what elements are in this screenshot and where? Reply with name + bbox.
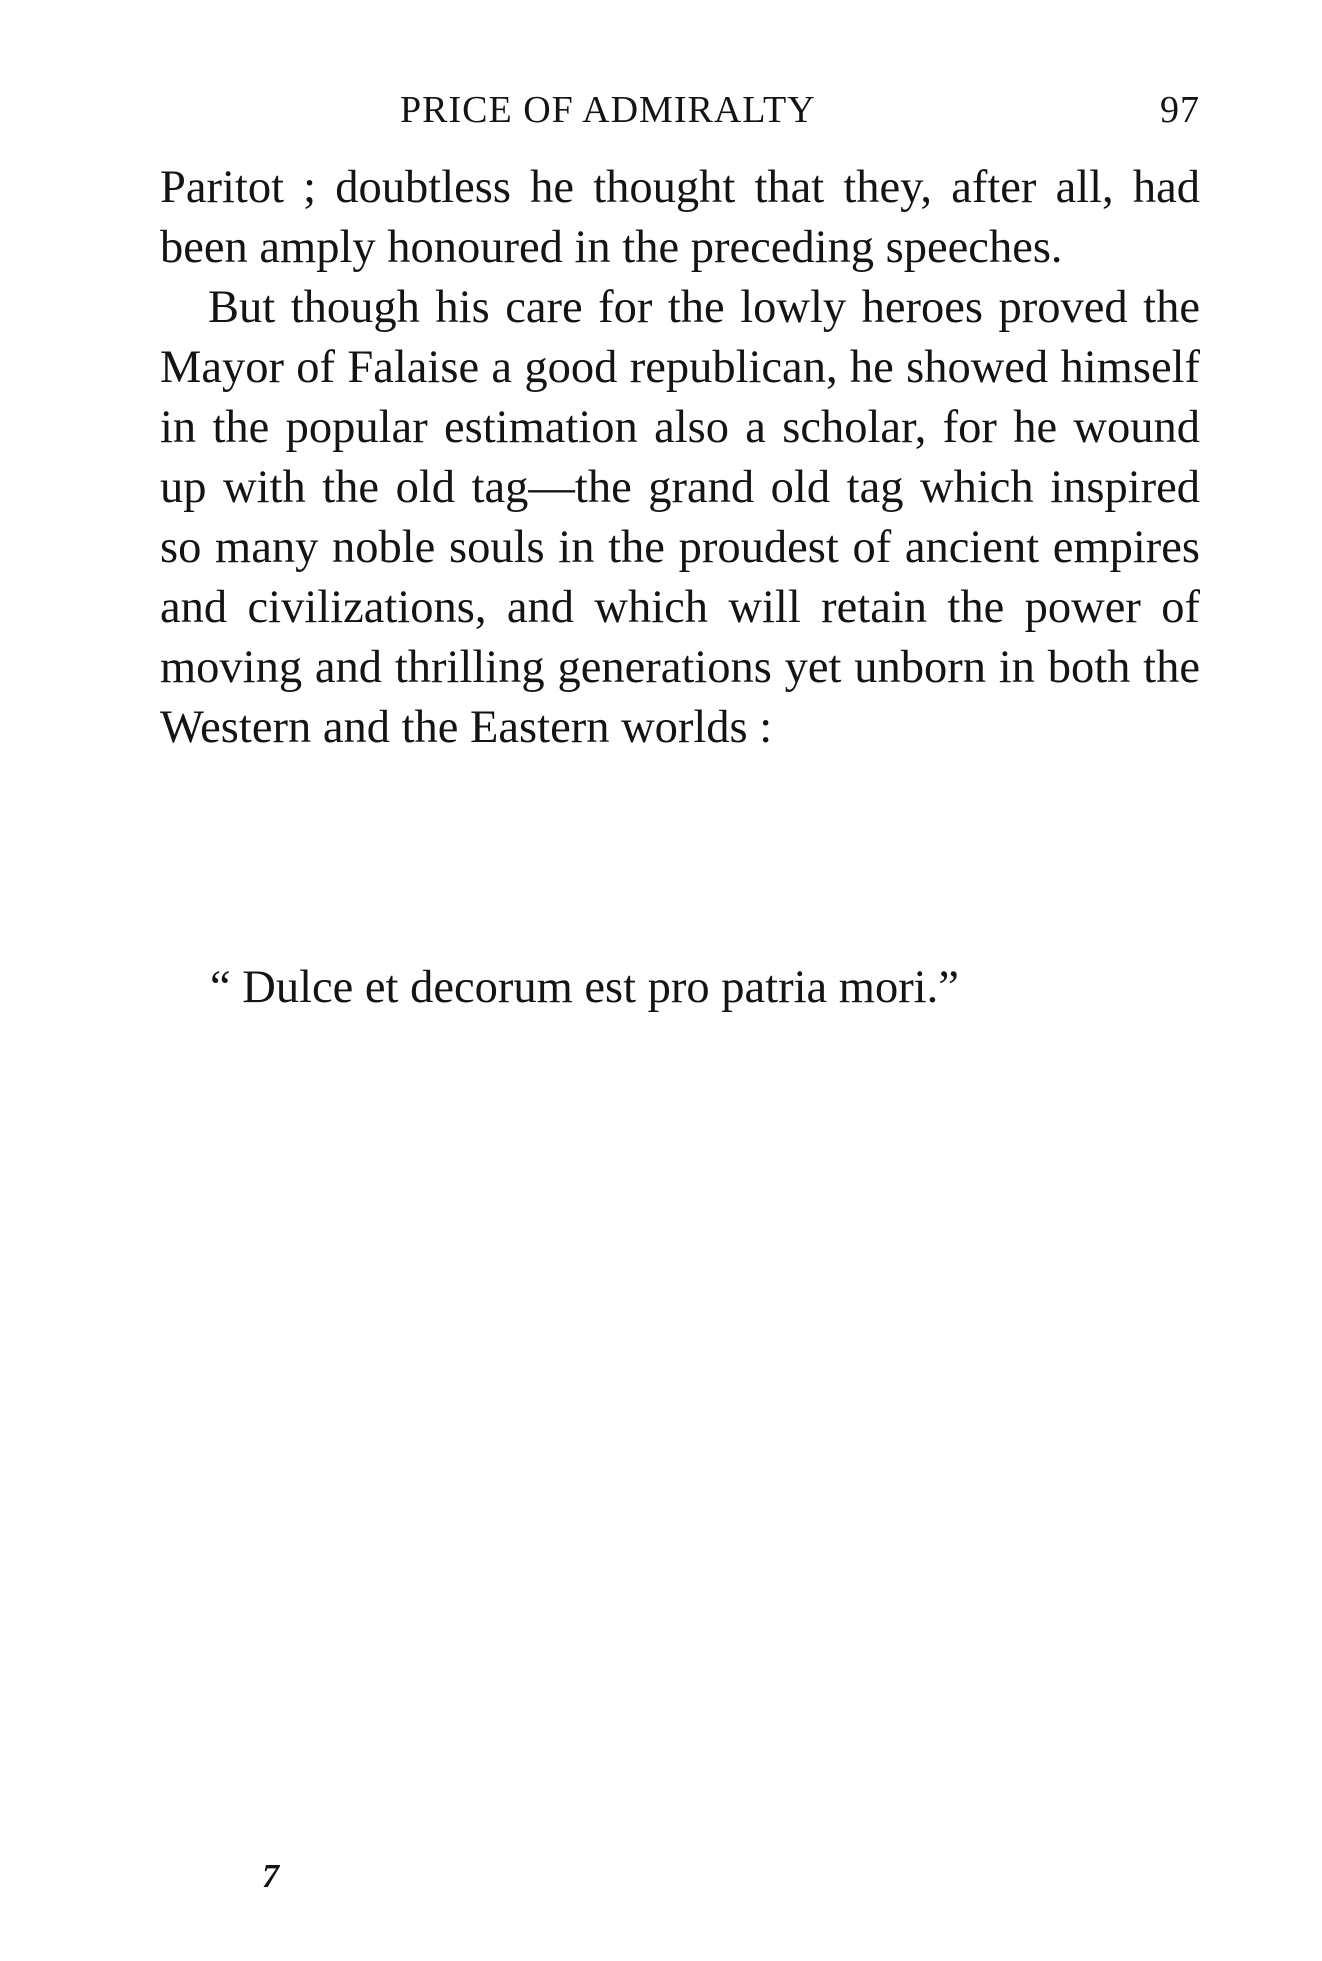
paragraph-continuation: Paritot ; doubtless he thought that they, after all, had been amply honoured in the preceding speeches. xyxy=(160,162,1200,273)
body-text xyxy=(160,158,1200,758)
page-number: 97 xyxy=(1160,89,1200,131)
paragraph-mayor-speech: But though his care for the lowly heroes proved the Mayor of Falaise a good republican, he showed himself in the popular estimation also a scholar, for he wound up with the old tag—the grand old tag which inspired so many noble souls in the proudest of ancient empires and civilizations, and which will retain the power of moving and thrilling generations yet unborn in both the Western and the Eastern worlds : xyxy=(160,282,1200,753)
running-title: PRICE OF ADMIRALTY xyxy=(400,89,816,131)
latin-quotation: “ Dulce et decorum est pro patria mori.” xyxy=(210,962,959,1013)
running-head xyxy=(160,88,1200,138)
signature-mark: 7 xyxy=(262,1858,279,1895)
